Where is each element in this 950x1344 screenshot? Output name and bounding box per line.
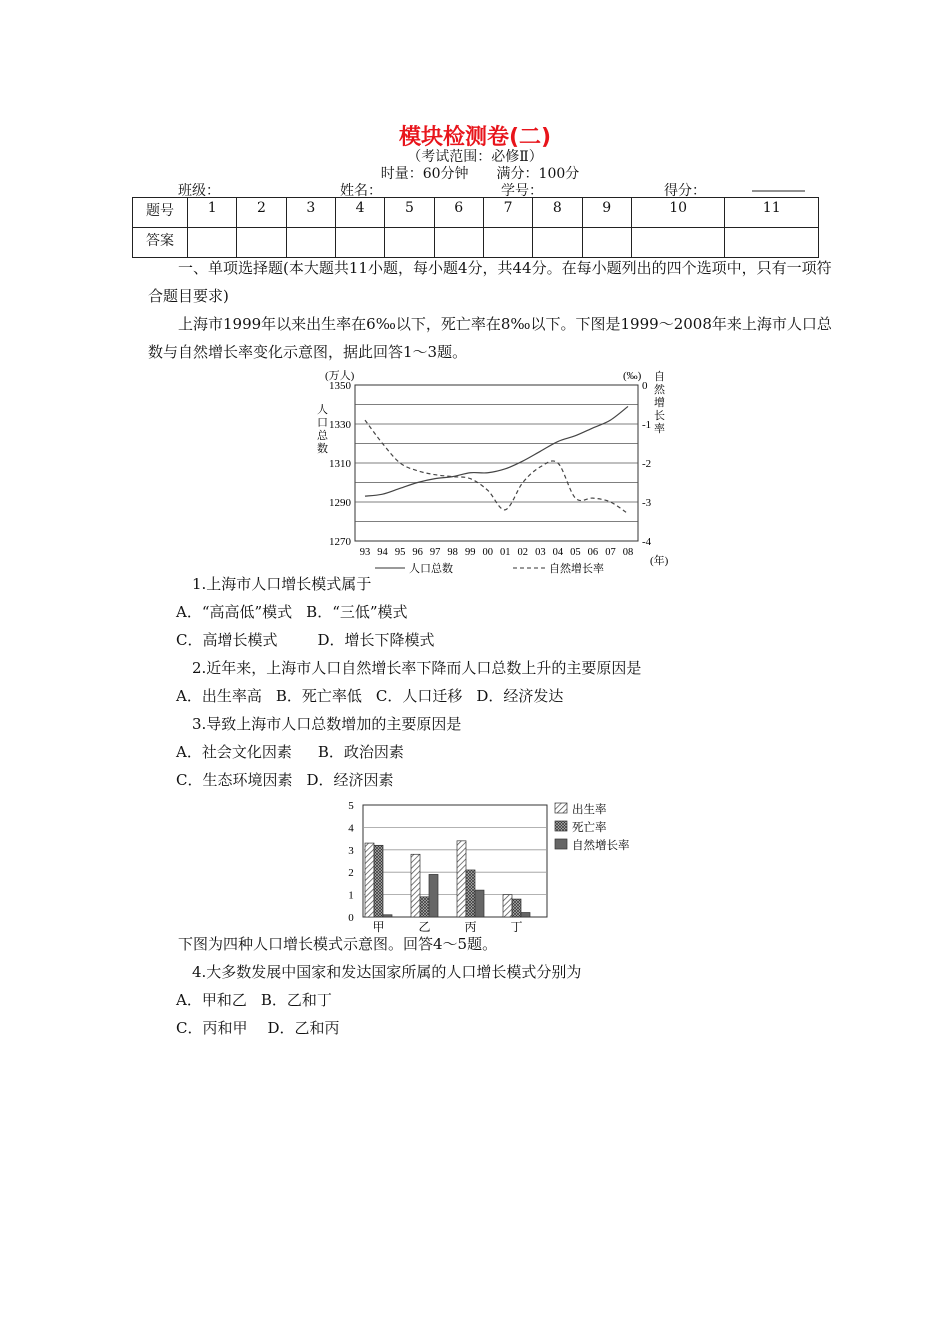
growth-rate-line — [365, 420, 628, 514]
passage-intro: 上海市1999年以来出生率在6‰以下，死亡率在8‰以下。下图是1999～2008年来上海市人口总数与自然增长率变化示意图，据此回答1～3题。 — [148, 315, 832, 361]
x-tick-label: 04 — [552, 547, 564, 558]
question-4-options-cd — [176, 1017, 354, 1038]
x-tick-label: 97 — [429, 547, 441, 558]
bar-死亡率 — [374, 845, 383, 917]
option-d[interactable]: D．乙和丙 — [267, 1019, 340, 1037]
x-tick-label: 94 — [377, 547, 388, 558]
question-1-stem: 1.上海市人口增长模式属于 — [192, 575, 372, 593]
left-axis-title-char: 总 — [317, 430, 328, 442]
x-tick-label: 05 — [570, 547, 581, 558]
x-tick-label: 07 — [605, 547, 616, 558]
chart-legend — [375, 561, 604, 575]
question-number-row — [133, 198, 819, 228]
row-label-answer: 答案 — [133, 228, 188, 258]
right-axis-title-char: 增 — [654, 397, 665, 409]
left-axis-title-char: 人 — [317, 404, 328, 416]
chart-series — [365, 406, 628, 513]
right-tick-label: -1 — [642, 419, 652, 431]
x-tick-label: 08 — [622, 547, 634, 558]
bar-自然增长率 — [521, 913, 530, 917]
header-fill-blanks — [0, 190, 950, 194]
left-tick-label: 1270 — [329, 536, 351, 548]
student-id-label: 学号： — [501, 183, 543, 199]
chart-gridlines — [355, 385, 638, 541]
number-cell: 5 — [385, 198, 434, 228]
question-3-options-ab — [176, 741, 418, 762]
x-tick-label: 02 — [517, 547, 529, 558]
passage-intro-2: 下图为四种人口增长模式示意图。回答4～5题。 — [178, 935, 498, 953]
x-tick-label: 03 — [535, 547, 546, 558]
bar-出生率 — [457, 841, 466, 917]
legend-population: 人口总数 — [409, 563, 453, 575]
left-tick-label: 1310 — [329, 458, 351, 470]
category-label: 丙 — [464, 920, 477, 934]
row-label-number: 题号 — [133, 198, 188, 228]
right-tick-label: -4 — [642, 536, 652, 548]
answer-cell[interactable] — [631, 228, 725, 258]
left-axis-unit: (万人) — [325, 370, 355, 382]
answer-cell[interactable] — [385, 228, 434, 258]
right-axis-title — [654, 370, 666, 435]
number-cell: 8 — [533, 198, 582, 228]
bar-死亡率 — [512, 899, 521, 917]
answer-table — [132, 197, 819, 258]
answer-cell[interactable] — [188, 228, 237, 258]
number-cell: 3 — [286, 198, 335, 228]
category-label: 乙 — [418, 920, 431, 934]
x-tick-label: 93 — [359, 547, 371, 558]
number-cell: 2 — [237, 198, 286, 228]
legend-rate: 自然增长率 — [549, 563, 604, 575]
legend-swatch — [555, 803, 567, 813]
category-label: 丁 — [510, 920, 523, 934]
x-tick-label: 01 — [500, 547, 511, 558]
right-axis-title-char: 长 — [654, 410, 665, 422]
option-c[interactable]: C．丙和甲 — [176, 1019, 248, 1037]
right-axis-title-char: 然 — [654, 384, 665, 396]
section-heading: 一、单项选择题(本大题共11小题，每小题4分，共44分。在每小题列出的四个选项中，只有一项符合题目要求) — [148, 259, 832, 305]
question-1-options-cd — [176, 629, 449, 650]
y-tick-label: 3 — [348, 844, 354, 857]
legend-label: 死亡率 — [572, 822, 607, 834]
answer-cell[interactable] — [286, 228, 335, 258]
legend-swatch — [555, 821, 567, 831]
option-c[interactable]: C．高增长模式 — [176, 631, 278, 649]
left-axis-title-char: 数 — [317, 443, 328, 455]
option-a[interactable]: A．“高高低”模式 — [176, 603, 293, 621]
x-tick-label: 95 — [394, 547, 406, 558]
exam-scope: （考试范围：必修Ⅱ） — [407, 149, 543, 165]
left-tick-label: 1290 — [329, 497, 351, 509]
question-3-stem: 3.导致上海市人口总数增加的主要原因是 — [192, 715, 462, 733]
number-cell: 10 — [631, 198, 725, 228]
option-c[interactable]: C．生态环境因素 — [176, 771, 293, 789]
bar-自然增长率 — [475, 890, 484, 917]
bar-死亡率 — [466, 870, 475, 917]
answer-cell[interactable] — [533, 228, 582, 258]
category-label: 甲 — [372, 920, 385, 934]
bar-chart-bars — [365, 841, 530, 917]
question-2-stem: 2.近年来，上海市人口自然增长率下降而人口总数上升的主要原因是 — [192, 659, 642, 677]
left-axis-title — [317, 403, 329, 455]
question-4-stem: 4.大多数发展中国家和发达国家所属的人口增长模式分别为 — [192, 963, 582, 981]
name-label: 姓名： — [340, 183, 382, 199]
option-b[interactable]: B．政治因素 — [317, 743, 404, 761]
right-tick-label: -2 — [642, 458, 652, 470]
legend-label: 出生率 — [572, 804, 607, 816]
y-tick-label: 2 — [348, 867, 354, 880]
option-d[interactable]: D．经济因素 — [306, 771, 394, 789]
bar-出生率 — [411, 854, 420, 917]
option-d[interactable]: D．经济发达 — [476, 687, 564, 705]
class-label: 班级： — [178, 183, 220, 199]
score-label: 得分： — [664, 183, 706, 199]
x-axis-unit: (年) — [650, 555, 669, 567]
number-cell: 4 — [335, 198, 384, 228]
question-2-options — [176, 685, 577, 706]
number-cell: 1 — [188, 198, 237, 228]
chart-tick-labels — [329, 380, 652, 558]
population-line-chart — [305, 366, 675, 580]
right-axis-unit: (‰) — [623, 370, 642, 382]
y-tick-label: 4 — [348, 822, 354, 835]
left-tick-label: 1350 — [329, 380, 351, 392]
option-a[interactable]: A．甲和乙 — [176, 991, 247, 1009]
option-c[interactable]: C．人口迁移 — [375, 687, 463, 705]
legend-swatch — [555, 839, 567, 849]
x-tick-label: 96 — [412, 547, 423, 558]
answer-cell[interactable] — [582, 228, 631, 258]
option-b[interactable]: B．乙和丁 — [260, 991, 332, 1009]
x-tick-label: 00 — [482, 547, 493, 558]
page-title: 模块检测卷(二) — [398, 125, 552, 150]
option-b[interactable]: B．“三低”模式 — [306, 603, 408, 621]
x-tick-label: 99 — [464, 547, 476, 558]
y-tick-label: 0 — [348, 912, 354, 924]
number-cell: 7 — [483, 198, 532, 228]
bar-死亡率 — [420, 897, 429, 917]
right-axis-title-char: 自 — [654, 371, 665, 383]
answer-cell[interactable] — [335, 228, 384, 258]
question-4-options-ab — [176, 989, 346, 1010]
bar-自然增长率 — [429, 874, 438, 917]
answer-row — [133, 228, 819, 258]
answer-cell[interactable] — [237, 228, 286, 258]
right-tick-label: -3 — [642, 497, 652, 509]
y-tick-label: 5 — [348, 800, 354, 812]
legend-label: 自然增长率 — [572, 840, 630, 852]
bar-chart-legend — [555, 802, 630, 852]
number-cell: 11 — [725, 198, 819, 228]
option-b[interactable]: B．死亡率低 — [275, 687, 362, 705]
answer-cell[interactable] — [483, 228, 532, 258]
bar-自然增长率 — [383, 915, 392, 917]
number-cell: 9 — [582, 198, 631, 228]
option-a[interactable]: A．出生率高 — [176, 687, 262, 705]
right-axis-title-char: 率 — [654, 423, 665, 435]
number-cell: 6 — [434, 198, 483, 228]
x-tick-label: 98 — [447, 547, 458, 558]
x-tick-label: 06 — [587, 547, 599, 558]
right-tick-label: 0 — [642, 380, 648, 392]
option-a[interactable]: A．社会文化因素 — [176, 743, 292, 761]
answer-cell[interactable] — [434, 228, 483, 258]
question-3-options-cd — [176, 769, 408, 790]
question-1-options-ab — [176, 601, 422, 622]
exam-time-score: 时量：60分钟 满分：100分 — [380, 166, 580, 182]
bar-出生率 — [365, 843, 374, 917]
y-tick-label: 1 — [348, 889, 354, 902]
answer-cell[interactable] — [725, 228, 819, 258]
left-axis-title-char: 口 — [317, 417, 328, 429]
option-d[interactable]: D．增长下降模式 — [317, 631, 435, 649]
bar-出生率 — [503, 895, 512, 917]
left-tick-label: 1330 — [329, 419, 351, 431]
growth-pattern-bar-chart — [335, 797, 655, 935]
